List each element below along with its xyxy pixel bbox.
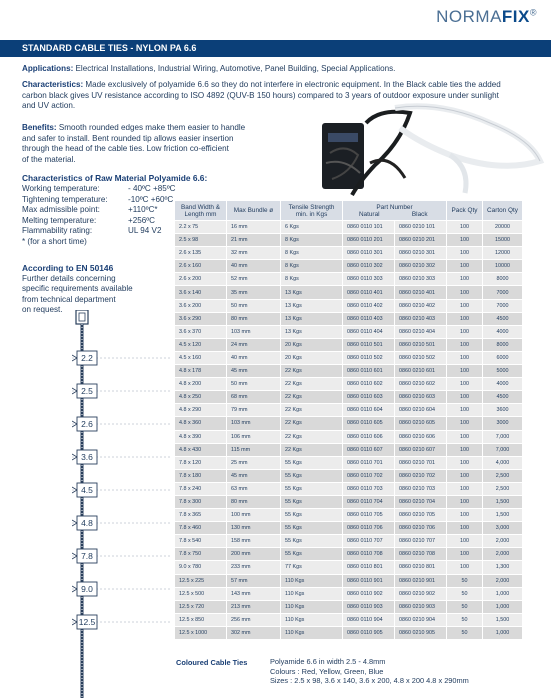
- table-row: [175, 431, 522, 443]
- table-cell: 3,000: [483, 522, 522, 534]
- ruler-label: [72, 450, 172, 464]
- size-ruler: [72, 310, 172, 700]
- table-cell: 0860 0210 702: [395, 470, 446, 482]
- table-cell: 10000: [483, 260, 522, 272]
- table-cell: 110 Kgs: [281, 614, 342, 626]
- table-cell: 100: [447, 535, 482, 547]
- ruler-label: [72, 483, 172, 497]
- table-cell: 0860 0210 901: [395, 575, 446, 587]
- table-row: [175, 378, 522, 390]
- table-cell: 233 mm: [227, 561, 280, 573]
- table-cell: 4.8 x 360: [175, 417, 226, 429]
- table-cell: 50: [447, 614, 482, 626]
- table-cell: 8 Kgs: [281, 260, 342, 272]
- table-cell: 0860 0110 903: [343, 601, 394, 613]
- table-cell: 100: [447, 300, 482, 312]
- table-cell: 3.6 x 290: [175, 313, 226, 325]
- brand-logo: NORMAFIX®: [436, 7, 537, 26]
- table-cell: 12.5 x 1000: [175, 627, 226, 639]
- table-cell: 4.8 x 390: [175, 431, 226, 443]
- header-max-bundle: Max Bundle ø: [227, 201, 280, 220]
- table-cell: 0860 0210 404: [395, 326, 446, 338]
- table-cell: 2,000: [483, 535, 522, 547]
- table-cell: 57 mm: [227, 575, 280, 587]
- table-cell: 1,300: [483, 561, 522, 573]
- table-row: [175, 365, 522, 377]
- table-cell: 50 mm: [227, 378, 280, 390]
- table-cell: 4000: [483, 378, 522, 390]
- table-cell: 55 Kgs: [281, 496, 342, 508]
- table-cell: 200 mm: [227, 548, 280, 560]
- table-cell: 100: [447, 417, 482, 429]
- table-row: [175, 404, 522, 416]
- table-cell: 0860 0110 201: [343, 234, 394, 246]
- table-cell: 0860 0110 607: [343, 444, 394, 456]
- table-cell: 7,000: [483, 444, 522, 456]
- benefits-paragraph: Benefits: Smooth rounded edges make them easier to handle and safer to install. Bent rounded tip allows easier insertion through the head of the cable ties. Low friction co-efficient of the material.: [22, 123, 246, 164]
- table-cell: 24 mm: [227, 339, 280, 351]
- header-pack-qty: Pack Qty: [447, 201, 482, 220]
- svg-text:3.6: 3.6: [81, 452, 93, 462]
- table-cell: 0860 0110 703: [343, 483, 394, 495]
- table-cell: 22 Kgs: [281, 431, 342, 443]
- table-cell: 12000: [483, 247, 522, 259]
- table-cell: 0860 0110 606: [343, 431, 394, 443]
- table-cell: 80 mm: [227, 313, 280, 325]
- cable-ties-photo: [300, 103, 550, 200]
- table-cell: 2.6 x 200: [175, 273, 226, 285]
- table-cell: 103 mm: [227, 326, 280, 338]
- table-row: [175, 247, 522, 259]
- table-row: [175, 339, 522, 351]
- table-cell: 55 Kgs: [281, 470, 342, 482]
- table-cell: 22 Kgs: [281, 365, 342, 377]
- table-cell: 8 Kgs: [281, 273, 342, 285]
- table-cell: 0860 0110 901: [343, 575, 394, 587]
- svg-text:2.6: 2.6: [81, 419, 93, 429]
- table-cell: 100: [447, 378, 482, 390]
- table-cell: 103 mm: [227, 417, 280, 429]
- table-cell: 13 Kgs: [281, 313, 342, 325]
- table-cell: 0860 0110 905: [343, 627, 394, 639]
- page-title: STANDARD CABLE TIES - NYLON PA 6.6: [0, 40, 551, 57]
- table-cell: 100: [447, 313, 482, 325]
- table-cell: 0860 0110 302: [343, 260, 394, 272]
- table-cell: 100: [447, 496, 482, 508]
- table-cell: 0860 0110 705: [343, 509, 394, 521]
- coloured-ties-title: Coloured Cable Ties: [176, 658, 248, 667]
- table-cell: 0860 0210 603: [395, 391, 446, 403]
- table-cell: 55 Kgs: [281, 457, 342, 469]
- table-cell: 79 mm: [227, 404, 280, 416]
- table-cell: 50: [447, 601, 482, 613]
- table-cell: 4.5 x 160: [175, 352, 226, 364]
- table-cell: 0860 0110 404: [343, 326, 394, 338]
- table-cell: 7.8 x 240: [175, 483, 226, 495]
- table-cell: 0860 0210 701: [395, 457, 446, 469]
- table-cell: 110 Kgs: [281, 627, 342, 639]
- table-cell: 100: [447, 391, 482, 403]
- table-cell: 0860 0210 201: [395, 234, 446, 246]
- table-cell: 52 mm: [227, 273, 280, 285]
- table-cell: 0860 0210 706: [395, 522, 446, 534]
- svg-text:12.5: 12.5: [78, 617, 96, 627]
- table-cell: 1,500: [483, 496, 522, 508]
- table-cell: 2.6 x 135: [175, 247, 226, 259]
- table-cell: 1,000: [483, 601, 522, 613]
- table-cell: 0860 0210 602: [395, 378, 446, 390]
- table-cell: 100: [447, 509, 482, 521]
- table-row: [175, 444, 522, 456]
- table-cell: 0860 0210 402: [395, 300, 446, 312]
- table-cell: 3600: [483, 404, 522, 416]
- table-cell: 55 Kgs: [281, 522, 342, 534]
- table-cell: 100: [447, 352, 482, 364]
- table-row: [175, 509, 522, 521]
- table-cell: 12.5 x 850: [175, 614, 226, 626]
- svg-text:4.5: 4.5: [81, 485, 93, 495]
- table-cell: 20 Kgs: [281, 339, 342, 351]
- table-cell: 7.8 x 460: [175, 522, 226, 534]
- table-cell: 100: [447, 470, 482, 482]
- product-table: [174, 200, 523, 640]
- table-cell: 100: [447, 522, 482, 534]
- table-cell: 3.6 x 370: [175, 326, 226, 338]
- table-cell: 0860 0210 705: [395, 509, 446, 521]
- table-row: [175, 391, 522, 403]
- table-cell: 22 Kgs: [281, 378, 342, 390]
- table-cell: 100: [447, 326, 482, 338]
- table-cell: 0860 0110 707: [343, 535, 394, 547]
- table-cell: 2,500: [483, 470, 522, 482]
- svg-text:4.8: 4.8: [81, 518, 93, 528]
- table-cell: 0860 0210 801: [395, 561, 446, 573]
- table-row: [175, 627, 522, 639]
- table-cell: 4500: [483, 391, 522, 403]
- table-cell: 22 Kgs: [281, 444, 342, 456]
- raw-material-heading: Characteristics of Raw Material Polyamide 6.6:: [22, 173, 208, 183]
- table-cell: 22 Kgs: [281, 417, 342, 429]
- table-cell: 256 mm: [227, 614, 280, 626]
- table-cell: 110 Kgs: [281, 588, 342, 600]
- table-cell: 0860 0210 903: [395, 601, 446, 613]
- table-cell: 3.6 x 140: [175, 286, 226, 298]
- table-cell: 1,500: [483, 509, 522, 521]
- table-cell: 9.0 x 780: [175, 561, 226, 573]
- table-cell: 7.8 x 120: [175, 457, 226, 469]
- svg-text:9.0: 9.0: [81, 584, 93, 594]
- table-cell: 7000: [483, 286, 522, 298]
- table-cell: 4.8 x 200: [175, 378, 226, 390]
- table-cell: 50 mm: [227, 300, 280, 312]
- table-cell: 0860 0110 101: [343, 221, 394, 233]
- table-cell: 13 Kgs: [281, 300, 342, 312]
- table-cell: 0860 0110 706: [343, 522, 394, 534]
- table-row: [175, 614, 522, 626]
- en50146-note: According to EN 50146 Further details concerning specific requirements available from technical department on request.: [22, 263, 133, 315]
- table-cell: 15000: [483, 234, 522, 246]
- table-cell: 0860 0110 301: [343, 247, 394, 259]
- table-cell: 2.2 x 75: [175, 221, 226, 233]
- table-cell: 100: [447, 234, 482, 246]
- table-cell: 0860 0210 303: [395, 273, 446, 285]
- table-cell: 7.8 x 300: [175, 496, 226, 508]
- table-cell: 0860 0210 708: [395, 548, 446, 560]
- tie-head: [76, 310, 88, 324]
- table-cell: 20000: [483, 221, 522, 233]
- table-cell: 0860 0210 607: [395, 444, 446, 456]
- table-cell: 16 mm: [227, 221, 280, 233]
- table-cell: 4.8 x 290: [175, 404, 226, 416]
- table-cell: 2,000: [483, 575, 522, 587]
- table-cell: 0860 0210 604: [395, 404, 446, 416]
- table-cell: 3.6 x 200: [175, 300, 226, 312]
- table-cell: 50: [447, 588, 482, 600]
- table-cell: 2.5 x 98: [175, 234, 226, 246]
- header-tensile: Tensile Strength min. in Kgs: [281, 201, 342, 220]
- table-row: [175, 470, 522, 482]
- table-cell: 213 mm: [227, 601, 280, 613]
- table-cell: 32 mm: [227, 247, 280, 259]
- table-cell: 1,000: [483, 627, 522, 639]
- table-cell: 0860 0110 603: [343, 391, 394, 403]
- table-cell: 80 mm: [227, 496, 280, 508]
- table-row: [175, 496, 522, 508]
- table-cell: 8000: [483, 273, 522, 285]
- table-row: [175, 326, 522, 338]
- table-cell: 115 mm: [227, 444, 280, 456]
- table-cell: 0860 0110 702: [343, 470, 394, 482]
- table-cell: 25 mm: [227, 457, 280, 469]
- table-cell: 100: [447, 365, 482, 377]
- table-cell: 0860 0110 502: [343, 352, 394, 364]
- table-cell: 35 mm: [227, 286, 280, 298]
- table-row: [175, 457, 522, 469]
- table-cell: 0860 0210 904: [395, 614, 446, 626]
- table-row: [175, 561, 522, 573]
- table-cell: 0860 0210 704: [395, 496, 446, 508]
- table-cell: 100: [447, 404, 482, 416]
- table-cell: 0860 0110 303: [343, 273, 394, 285]
- table-cell: 100: [447, 561, 482, 573]
- table-cell: 1,000: [483, 588, 522, 600]
- white-tie-loop: [395, 106, 540, 165]
- table-row: [175, 417, 522, 429]
- table-cell: 12.5 x 500: [175, 588, 226, 600]
- table-row: [175, 352, 522, 364]
- table-cell: 110 Kgs: [281, 575, 342, 587]
- table-cell: 100: [447, 457, 482, 469]
- table-cell: 68 mm: [227, 391, 280, 403]
- coloured-ties-details: Polyamide 6.6 in width 2.5 - 4.8mm Colours : Red, Yellow, Green, Blue Sizes : 2.5 x 98, 3.6 x 140, 3.6 x 200, 4.8 x 200 4.8 x 290mm: [270, 657, 469, 686]
- table-row: [175, 260, 522, 272]
- table-cell: 110 Kgs: [281, 601, 342, 613]
- table-cell: 4,000: [483, 457, 522, 469]
- table-cell: 13 Kgs: [281, 286, 342, 298]
- table-cell: 100: [447, 483, 482, 495]
- table-cell: 100: [447, 221, 482, 233]
- table-cell: 143 mm: [227, 588, 280, 600]
- table-cell: 0860 0110 704: [343, 496, 394, 508]
- ruler-label: [72, 615, 172, 629]
- table-cell: 3000: [483, 417, 522, 429]
- table-cell: 0860 0210 707: [395, 535, 446, 547]
- table-cell: 0860 0110 501: [343, 339, 394, 351]
- table-cell: 7000: [483, 300, 522, 312]
- table-cell: 0860 0110 601: [343, 365, 394, 377]
- table-cell: 4500: [483, 313, 522, 325]
- table-cell: 7.8 x 365: [175, 509, 226, 521]
- table-cell: 0860 0110 604: [343, 404, 394, 416]
- table-cell: 0860 0210 905: [395, 627, 446, 639]
- table-cell: 2,500: [483, 483, 522, 495]
- table-cell: 45 mm: [227, 365, 280, 377]
- table-cell: 0860 0110 902: [343, 588, 394, 600]
- table-cell: 6 Kgs: [281, 221, 342, 233]
- table-cell: 100: [447, 444, 482, 456]
- ruler-label: [72, 351, 172, 365]
- header-part-number: Part Number Natural Black: [343, 201, 446, 220]
- table-cell: 4000: [483, 326, 522, 338]
- table-row: [175, 601, 522, 613]
- table-cell: 0860 0210 302: [395, 260, 446, 272]
- table-header-row: [175, 201, 522, 220]
- table-cell: 0860 0210 502: [395, 352, 446, 364]
- table-cell: 7.8 x 180: [175, 470, 226, 482]
- table-cell: 100: [447, 339, 482, 351]
- table-cell: 8 Kgs: [281, 247, 342, 259]
- table-cell: 8000: [483, 339, 522, 351]
- ruler-label: [72, 384, 172, 398]
- table-cell: 0860 0110 708: [343, 548, 394, 560]
- table-cell: 55 Kgs: [281, 548, 342, 560]
- table-cell: 0860 0210 501: [395, 339, 446, 351]
- table-cell: 40 mm: [227, 260, 280, 272]
- table-cell: 45 mm: [227, 470, 280, 482]
- table-cell: 5000: [483, 365, 522, 377]
- table-cell: 0860 0210 606: [395, 431, 446, 443]
- table-cell: 4.8 x 250: [175, 391, 226, 403]
- table-cell: 0860 0210 605: [395, 417, 446, 429]
- table-row: [175, 588, 522, 600]
- ruler-label: [72, 582, 172, 596]
- svg-text:2.2: 2.2: [81, 353, 93, 363]
- table-row: [175, 273, 522, 285]
- table-cell: 1,500: [483, 614, 522, 626]
- table-cell: 13 Kgs: [281, 326, 342, 338]
- table-cell: 100: [447, 548, 482, 560]
- table-cell: 0860 0210 703: [395, 483, 446, 495]
- table-cell: 4.5 x 120: [175, 339, 226, 351]
- table-row: [175, 300, 522, 312]
- table-cell: 0860 0110 602: [343, 378, 394, 390]
- table-cell: 50: [447, 627, 482, 639]
- table-cell: 0860 0110 701: [343, 457, 394, 469]
- table-cell: 158 mm: [227, 535, 280, 547]
- table-cell: 55 Kgs: [281, 535, 342, 547]
- table-cell: 0860 0210 101: [395, 221, 446, 233]
- table-row: [175, 234, 522, 246]
- raw-material-specs: Working temperature: - 40ºC +85ºC Tightening temperature: -10ºC +60ºC Max admissible point: +110ºC* Melting temperature: +256ºC Flammability rating: UL 94 V2 * (for a short time): [22, 184, 176, 246]
- table-cell: 22 Kgs: [281, 404, 342, 416]
- table-row: [175, 575, 522, 587]
- table-cell: 0860 0110 402: [343, 300, 394, 312]
- table-cell: 12.5 x 720: [175, 601, 226, 613]
- table-cell: 12.5 x 225: [175, 575, 226, 587]
- table-cell: 0860 0110 904: [343, 614, 394, 626]
- table-cell: 0860 0110 801: [343, 561, 394, 573]
- table-cell: 100: [447, 286, 482, 298]
- black-ties-bag: [322, 123, 364, 189]
- table-cell: 0860 0210 902: [395, 588, 446, 600]
- table-cell: 0860 0210 403: [395, 313, 446, 325]
- table-cell: 0860 0210 401: [395, 286, 446, 298]
- svg-text:2.5: 2.5: [81, 386, 93, 396]
- table-cell: 100: [447, 273, 482, 285]
- ruler-label: [72, 417, 172, 431]
- table-row: [175, 286, 522, 298]
- table-cell: 40 mm: [227, 352, 280, 364]
- table-cell: 2.6 x 160: [175, 260, 226, 272]
- header-band-width: Band Width & Length mm: [175, 201, 226, 220]
- table-cell: 106 mm: [227, 431, 280, 443]
- table-cell: 6000: [483, 352, 522, 364]
- table-row: [175, 522, 522, 534]
- table-cell: 4.8 x 430: [175, 444, 226, 456]
- table-cell: 100 mm: [227, 509, 280, 521]
- table-cell: 21 mm: [227, 234, 280, 246]
- table-cell: 100: [447, 260, 482, 272]
- table-cell: 0860 0110 401: [343, 286, 394, 298]
- table-cell: 302 mm: [227, 627, 280, 639]
- table-row: [175, 483, 522, 495]
- table-cell: 100: [447, 431, 482, 443]
- ruler-label: [72, 549, 172, 563]
- table-cell: 55 Kgs: [281, 483, 342, 495]
- table-cell: 7,000: [483, 431, 522, 443]
- table-cell: 77 Kgs: [281, 561, 342, 573]
- table-cell: 0860 0210 601: [395, 365, 446, 377]
- table-cell: 7.8 x 540: [175, 535, 226, 547]
- table-row: [175, 313, 522, 325]
- svg-text:7.8: 7.8: [81, 551, 93, 561]
- table-cell: 130 mm: [227, 522, 280, 534]
- table-cell: 22 Kgs: [281, 391, 342, 403]
- table-cell: 7.8 x 750: [175, 548, 226, 560]
- header-carton-qty: Carton Qty: [483, 201, 522, 220]
- table-cell: 55 Kgs: [281, 509, 342, 521]
- table-cell: 0860 0210 301: [395, 247, 446, 259]
- applications-paragraph: Applications: Electrical Installations, Industrial Wiring, Automotive, Panel Building, Special Applications.: [22, 64, 396, 73]
- table-cell: 4.8 x 178: [175, 365, 226, 377]
- table-row: [175, 221, 522, 233]
- table-cell: 2,000: [483, 548, 522, 560]
- ruler-label: [72, 516, 172, 530]
- characteristics-paragraph: Characteristics: Made exclusively of polyamide 6.6 so they do not interfere in electronic equipment. In the Black cable ties the added carbon black gives UV resistance according to ISO 4892 (QUV-B 150 hours) compared to 3 years of outdoor exposure under sunlight and UV action.: [22, 80, 501, 111]
- table-cell: 0860 0110 403: [343, 313, 394, 325]
- table-cell: 8 Kgs: [281, 234, 342, 246]
- table-cell: 0860 0110 605: [343, 417, 394, 429]
- table-row: [175, 548, 522, 560]
- table-cell: 63 mm: [227, 483, 280, 495]
- table-row: [175, 535, 522, 547]
- table-cell: 100: [447, 247, 482, 259]
- table-cell: 50: [447, 575, 482, 587]
- table-cell: 20 Kgs: [281, 352, 342, 364]
